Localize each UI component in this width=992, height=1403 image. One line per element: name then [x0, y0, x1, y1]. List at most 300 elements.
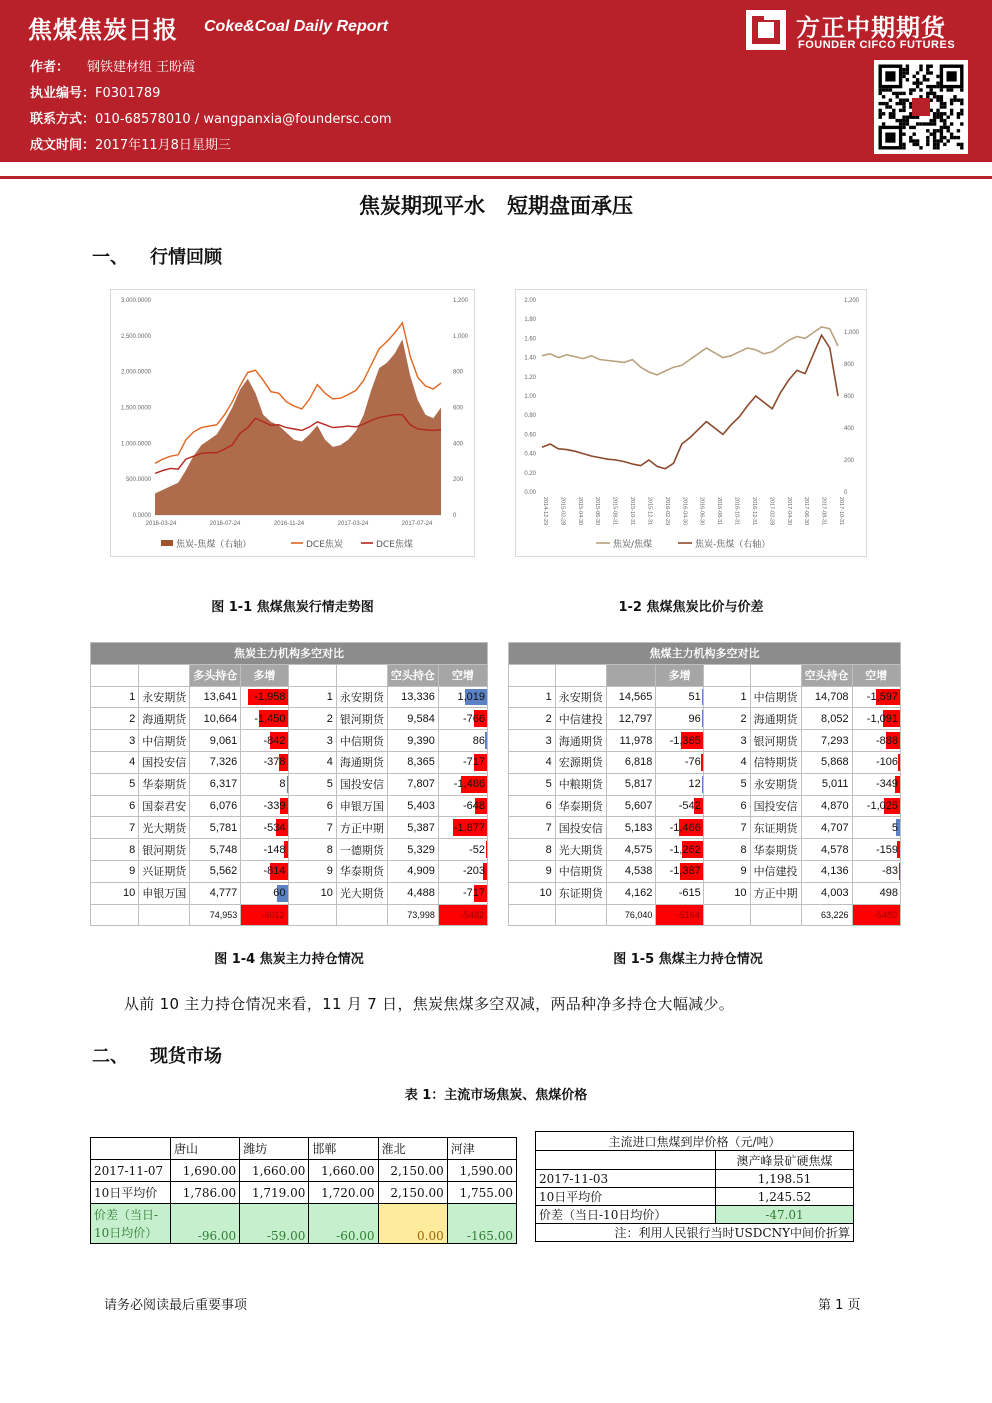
- table-row: [91, 1138, 517, 1160]
- holding-cell: 7,326: [190, 751, 241, 773]
- rank-cell: 7: [91, 817, 139, 839]
- price-cell: 1,720.00: [309, 1182, 378, 1204]
- total-cell: [750, 904, 801, 926]
- change-bar-cell: [241, 708, 288, 730]
- total-cell: [509, 904, 556, 926]
- chart-1-svg: [111, 290, 476, 558]
- table-row: [91, 1160, 517, 1182]
- change-bar-cell: [241, 686, 288, 708]
- y-left-tick-label: 1,500.0000: [120, 405, 151, 412]
- rank-cell: 7: [703, 817, 750, 839]
- change-bar-cell: [241, 860, 288, 882]
- x-tick-label: 2017-03-24: [337, 521, 369, 527]
- change-bar-cell: [438, 751, 487, 773]
- table-title: 主流进口焦煤到岸价格（元/吨）: [536, 1132, 854, 1151]
- column-header: [139, 664, 190, 686]
- table-row: [91, 882, 488, 904]
- x-tick-label: 2017-08-31: [820, 497, 827, 526]
- rank-cell: 1: [703, 686, 750, 708]
- header-cell: 淮北: [378, 1138, 447, 1160]
- column-header: 澳产峰景矿硬焦煤: [716, 1151, 854, 1170]
- price-cell: 1,690.00: [171, 1160, 240, 1182]
- holding-cell: 6,818: [606, 751, 656, 773]
- change-bar-cell: [656, 882, 703, 904]
- total-cell: [703, 904, 750, 926]
- chart-ratio-spread: [515, 289, 867, 557]
- rank-cell: 2: [703, 708, 750, 730]
- diff-cell: -60.00: [309, 1204, 378, 1244]
- change-value: -1,091: [866, 712, 898, 725]
- broker-name-cell: 申银万国: [139, 882, 190, 904]
- y-right-tick-label: 0: [453, 513, 457, 519]
- table-row: [91, 839, 488, 861]
- x-tick-label: 2016-07-24: [209, 521, 241, 527]
- change-bar-cell: [438, 795, 487, 817]
- table-row: [509, 686, 901, 708]
- total-cell: 76,040: [606, 904, 656, 926]
- change-value: -1,466: [669, 821, 701, 834]
- holding-cell: 5,329: [387, 839, 438, 861]
- change-bar-cell: [852, 751, 900, 773]
- change-bar-cell: [438, 773, 487, 795]
- total-cell: [288, 904, 336, 926]
- table-caption-1: 表 1：主流市场焦炭、焦煤价格: [404, 1088, 588, 1103]
- x-tick-label: 2015-08-31: [611, 497, 618, 526]
- table-row: [509, 730, 901, 752]
- total-change-cell: -5482: [438, 904, 487, 926]
- rank-cell: 1: [509, 686, 556, 708]
- broker-name-cell: 信特期货: [750, 751, 801, 773]
- table-total-row: [91, 904, 488, 926]
- rank-cell: 6: [509, 795, 556, 817]
- price-cell: 1,660.00: [240, 1160, 309, 1182]
- total-cell: 74,953: [190, 904, 241, 926]
- table-title: 焦炭主力机构多空对比: [91, 643, 488, 665]
- change-value: -1,385: [669, 734, 701, 747]
- column-header: 空头持仓: [801, 664, 852, 686]
- y-left-tick-label: 1.20: [524, 374, 536, 381]
- change-bar-cell: [241, 773, 288, 795]
- change-bar-cell: [852, 839, 900, 861]
- holding-cell: 13,641: [190, 686, 241, 708]
- rank-cell: 3: [509, 730, 556, 752]
- x-tick-label: 2015-02-28: [559, 497, 566, 526]
- change-value: -1,958: [254, 690, 286, 703]
- rank-cell: 4: [288, 751, 336, 773]
- change-value: -542: [678, 799, 701, 812]
- report-title-en: Coke&Coal Daily Report: [204, 18, 389, 35]
- y-right-tick-label: 1,000: [453, 333, 469, 340]
- qr-center-logo: [912, 98, 930, 116]
- change-value: 498: [879, 887, 898, 900]
- change-bar-cell: [852, 730, 900, 752]
- change-value: -76: [684, 756, 701, 769]
- analysis-paragraph: 从前 10 主力持仓情况来看，11 月 7 日，焦炭焦煤多空双减，两品种净多持仓大幅减少。: [124, 995, 735, 1013]
- x-tick-label: 2015-04-30: [576, 497, 583, 526]
- broker-name-cell: 海通期货: [555, 730, 606, 752]
- x-tick-label: 2017-07-24: [401, 521, 433, 527]
- series-area-spread: [155, 339, 441, 515]
- total-change-cell: -5480: [852, 904, 900, 926]
- price-cell: 1,755.00: [447, 1182, 516, 1204]
- change-value: -1,486: [453, 778, 485, 791]
- date-line: 成文时间：2017年11月8日星期三: [30, 138, 231, 153]
- change-bar-cell: [656, 839, 703, 861]
- holding-cell: 5,748: [190, 839, 241, 861]
- change-bar-cell: [656, 773, 703, 795]
- table-row: [509, 882, 901, 904]
- table-row: [509, 708, 901, 730]
- broker-name-cell: 申银万国: [336, 795, 387, 817]
- table-row: [536, 1132, 854, 1151]
- footer-disclaimer: 请务必阅读最后重要事项: [104, 1298, 248, 1313]
- table-title: 焦煤主力机构多空对比: [509, 643, 901, 665]
- change-bar-cell: [241, 751, 288, 773]
- broker-name-cell: 国投安信: [139, 751, 190, 773]
- rank-cell: 10: [703, 882, 750, 904]
- rank-cell: 5: [288, 773, 336, 795]
- rank-cell: 4: [509, 751, 556, 773]
- broker-name-cell: 国投安信: [336, 773, 387, 795]
- y-right-tick-label: 800: [844, 362, 855, 368]
- x-tick-label: 2016-02-29: [663, 497, 670, 526]
- holding-cell: 4,777: [190, 882, 241, 904]
- document-title: 焦炭期现平水 短期盘面承压: [359, 194, 633, 218]
- founder-logo-icon: [744, 8, 788, 52]
- rank-cell: 2: [288, 708, 336, 730]
- change-bar-cell: [852, 882, 900, 904]
- change-value: 60: [273, 887, 286, 900]
- legend-swatch: [161, 540, 173, 546]
- column-header: [606, 664, 656, 686]
- price-cell: 1,245.52: [716, 1188, 854, 1206]
- y-right-tick-label: 1,000: [844, 330, 860, 336]
- rank-cell: 6: [91, 795, 139, 817]
- rank-cell: 10: [91, 882, 139, 904]
- rank-cell: 3: [91, 730, 139, 752]
- section-heading-2: 二、 现货市场: [92, 1046, 222, 1067]
- total-cell: [555, 904, 606, 926]
- broker-name-cell: 海通期货: [336, 751, 387, 773]
- column-header: [288, 664, 336, 686]
- change-value: -339: [263, 799, 286, 812]
- broker-name-cell: 中信期货: [750, 686, 801, 708]
- x-tick-label: 2016-04-30: [681, 497, 688, 526]
- rank-cell: 1: [91, 686, 139, 708]
- change-value: -842: [263, 734, 286, 747]
- change-value: -83: [882, 865, 898, 878]
- y-right-tick-label: 0: [844, 490, 848, 496]
- y-left-tick-label: 2.00: [524, 298, 536, 304]
- x-tick-label: 2015-10-31: [629, 497, 636, 526]
- y-left-tick-label: 0.60: [524, 432, 536, 439]
- rank-cell: 1: [288, 686, 336, 708]
- holding-cell: 6,317: [190, 773, 241, 795]
- diff-cell: -165.00: [447, 1204, 516, 1244]
- report-header: [0, 0, 992, 162]
- holding-cell: 4,909: [387, 860, 438, 882]
- y-left-tick-label: 1.40: [524, 355, 536, 362]
- broker-name-cell: 华泰期货: [139, 773, 190, 795]
- change-bar-cell: [852, 708, 900, 730]
- broker-name-cell: 宏源期货: [555, 751, 606, 773]
- x-tick-label: 2017-10-31: [838, 497, 844, 526]
- rank-cell: 7: [509, 817, 556, 839]
- y-right-tick-label: 800: [453, 369, 464, 376]
- holding-cell: 7,807: [387, 773, 438, 795]
- holding-cell: 14,565: [606, 686, 656, 708]
- row-label: 价差（当日- 10日均价）: [91, 1204, 171, 1244]
- broker-name-cell: 中信建投: [750, 860, 801, 882]
- broker-name-cell: 永安期货: [555, 686, 606, 708]
- holding-cell: 11,978: [606, 730, 656, 752]
- price-cell: 1,198.51: [716, 1170, 854, 1188]
- change-bar-cell: [438, 860, 487, 882]
- diff-cell: 0.00: [378, 1204, 447, 1244]
- row-label: 10日平均价: [91, 1182, 171, 1204]
- diff-cell: -59.00: [240, 1204, 309, 1244]
- y-left-tick-label: 2,500.0000: [120, 333, 151, 340]
- broker-name-cell: 中信期货: [555, 860, 606, 882]
- company-logo: [744, 6, 974, 56]
- total-change-cell: -5164: [656, 904, 703, 926]
- y-right-tick-label: 1,200: [844, 298, 860, 304]
- change-value: -106: [875, 756, 898, 769]
- table-row: [509, 860, 901, 882]
- holding-cell: 6,076: [190, 795, 241, 817]
- rank-cell: 10: [509, 882, 556, 904]
- rank-cell: 9: [703, 860, 750, 882]
- broker-name-cell: 一德期货: [336, 839, 387, 861]
- x-tick-label: 2015-12-31: [646, 497, 653, 526]
- qr-code-icon: [874, 60, 968, 154]
- change-bar-cell: [241, 730, 288, 752]
- broker-name-cell: 中信期货: [336, 730, 387, 752]
- change-bar-cell: [656, 795, 703, 817]
- figure-caption-1-4: 图 1-4 焦炭主力持仓情况: [214, 952, 364, 967]
- holding-cell: 8,052: [801, 708, 852, 730]
- broker-name-cell: 永安期货: [139, 686, 190, 708]
- y-right-tick-label: 600: [453, 405, 464, 412]
- column-header: 空头持仓: [387, 664, 438, 686]
- change-bar-cell: [852, 860, 900, 882]
- legend-label: 焦炭-焦煤（右轴）: [176, 540, 252, 550]
- change-bar-cell: [852, 773, 900, 795]
- rank-cell: 8: [509, 839, 556, 861]
- change-value: -378: [263, 756, 286, 769]
- rank-cell: 5: [703, 773, 750, 795]
- broker-name-cell: 银河期货: [139, 839, 190, 861]
- table-row: [91, 686, 488, 708]
- broker-name-cell: 海通期货: [139, 708, 190, 730]
- change-bar-cell: [438, 882, 487, 904]
- x-tick-label: 2016-12-31: [750, 497, 757, 526]
- column-header: [750, 664, 801, 686]
- price-cell: 1,786.00: [171, 1182, 240, 1204]
- column-header: [91, 664, 139, 686]
- holding-cell: 10,664: [190, 708, 241, 730]
- table-row: [91, 751, 488, 773]
- table-row: [91, 1182, 517, 1204]
- change-bar-cell: [656, 730, 703, 752]
- change-bar-cell: [656, 860, 703, 882]
- x-tick-label: 2015-06-30: [594, 497, 601, 526]
- change-value: 51: [688, 690, 701, 703]
- report-title-cn: 焦煤焦炭日报: [28, 16, 178, 44]
- y-left-tick-label: 1.80: [524, 317, 536, 324]
- table-header-row: [91, 664, 488, 686]
- y-left-tick-label: 0.80: [524, 413, 536, 420]
- y-left-tick-label: 0.00: [524, 490, 536, 496]
- coke-position-table: [90, 642, 488, 926]
- holding-cell: 9,390: [387, 730, 438, 752]
- rank-cell: 5: [509, 773, 556, 795]
- change-value: 96: [688, 712, 701, 725]
- change-value: -148: [263, 843, 286, 856]
- logo-text-en: FOUNDER CIFCO FUTURES: [798, 39, 956, 51]
- broker-name-cell: 国投安信: [750, 795, 801, 817]
- qr-code: [874, 60, 968, 154]
- holding-cell: 4,575: [606, 839, 656, 861]
- y-left-tick-label: 3,000.0000: [120, 298, 151, 304]
- y-right-tick-label: 600: [844, 394, 855, 400]
- change-value: 8: [279, 778, 286, 791]
- broker-name-cell: 国泰君安: [139, 795, 190, 817]
- total-cell: 73,998: [387, 904, 438, 926]
- x-tick-label: 2016-06-30: [698, 497, 705, 526]
- table-row: [91, 773, 488, 795]
- change-bar-cell: [438, 817, 487, 839]
- broker-name-cell: 方正中期: [750, 882, 801, 904]
- total-cell: [139, 904, 190, 926]
- column-header: [509, 664, 556, 686]
- column-header: 多头持仓: [190, 664, 241, 686]
- row-label: 2017-11-07: [91, 1160, 171, 1182]
- change-bar-cell: [852, 817, 900, 839]
- author-line: 作者： 钢铁建材组 王盼霞: [30, 60, 196, 75]
- change-bar-cell: [656, 817, 703, 839]
- column-header: 多增: [656, 664, 703, 686]
- rank-cell: 2: [91, 708, 139, 730]
- change-value: 5: [891, 821, 898, 834]
- broker-name-cell: 中信建投: [555, 708, 606, 730]
- table-row: [536, 1188, 854, 1206]
- chart-2-svg: [516, 290, 868, 558]
- change-bar-cell: [241, 882, 288, 904]
- change-bar-cell: [852, 686, 900, 708]
- header-cell: 河津: [447, 1138, 516, 1160]
- x-tick-label: 2016-03-24: [145, 521, 177, 527]
- change-value: -159: [875, 843, 898, 856]
- y-right-tick-label: 400: [844, 426, 855, 432]
- table-row: [536, 1151, 854, 1170]
- series-line-ratio: [542, 327, 838, 375]
- x-tick-label: 2016-11-24: [273, 521, 305, 527]
- row-label: 10日平均价: [536, 1188, 716, 1206]
- change-bar-cell: [656, 751, 703, 773]
- header-cell: 唐山: [171, 1138, 240, 1160]
- column-header: 空增: [852, 664, 900, 686]
- broker-name-cell: 银河期货: [750, 730, 801, 752]
- change-bar-cell: [241, 839, 288, 861]
- x-tick-label: 2017-02-28: [768, 497, 775, 526]
- holding-cell: 9,584: [387, 708, 438, 730]
- x-tick-label: 2017-04-30: [785, 497, 792, 526]
- change-value: -888: [875, 734, 898, 747]
- x-tick-label: 2014-12-29: [542, 497, 548, 526]
- change-value: -717: [462, 887, 485, 900]
- change-value: -717: [462, 756, 485, 769]
- holding-cell: 9,061: [190, 730, 241, 752]
- column-header: [336, 664, 387, 686]
- legend-label: 焦炭-焦煤（右轴）: [695, 540, 771, 550]
- column-header: [555, 664, 606, 686]
- contact-line: 联系方式：010-68578010 / wangpanxia@foundersc.com: [30, 112, 392, 127]
- change-value: 12: [688, 778, 701, 791]
- change-value: -1,262: [669, 843, 701, 856]
- row-label: 2017-11-03: [536, 1170, 716, 1188]
- rank-cell: 8: [91, 839, 139, 861]
- broker-name-cell: 光大期货: [336, 882, 387, 904]
- rank-cell: 3: [703, 730, 750, 752]
- rank-cell: 4: [703, 751, 750, 773]
- chart-coke-coal-trend: [110, 289, 475, 557]
- diff-cell: -96.00: [171, 1204, 240, 1244]
- change-value: -349: [875, 778, 898, 791]
- holding-cell: 5,403: [387, 795, 438, 817]
- holding-cell: 5,607: [606, 795, 656, 817]
- price-cell: 2,150.00: [378, 1160, 447, 1182]
- header-rule: [0, 176, 992, 179]
- broker-name-cell: 兴证期货: [139, 860, 190, 882]
- change-bar-cell: [852, 795, 900, 817]
- footer-page-number: 第 1 页: [818, 1298, 861, 1313]
- change-bar-cell: [241, 817, 288, 839]
- price-cell: 1,660.00: [309, 1160, 378, 1182]
- change-value: -1,450: [254, 712, 286, 725]
- y-right-tick-label: 200: [844, 458, 855, 464]
- table-row: [91, 730, 488, 752]
- change-value: 1,019: [457, 690, 485, 703]
- total-cell: [91, 904, 139, 926]
- holding-cell: 12,797: [606, 708, 656, 730]
- holding-cell: 8,365: [387, 751, 438, 773]
- table-row: [509, 773, 901, 795]
- table-total-row: [509, 904, 901, 926]
- broker-name-cell: 华泰期货: [750, 839, 801, 861]
- change-bar-cell: [438, 708, 487, 730]
- row-label: 价差（当日-10日均价）: [536, 1206, 716, 1224]
- table-row: [509, 795, 901, 817]
- broker-name-cell: 东证期货: [750, 817, 801, 839]
- table-note: 注：利用人民银行当时USDCNY中间价折算: [536, 1224, 854, 1242]
- y-left-tick-label: 500.0000: [125, 477, 151, 484]
- holding-cell: 14,708: [801, 686, 852, 708]
- change-bar-cell: [438, 686, 487, 708]
- rank-cell: 2: [509, 708, 556, 730]
- broker-name-cell: 华泰期货: [336, 860, 387, 882]
- holding-cell: 4,136: [801, 860, 852, 882]
- change-value: -1,025: [866, 799, 898, 812]
- change-value: -203: [462, 865, 485, 878]
- change-value: -1,877: [453, 821, 485, 834]
- holding-cell: 5,387: [387, 817, 438, 839]
- figure-caption-1-1: 图 1-1 焦煤焦炭行情走势图: [211, 600, 374, 615]
- holding-cell: 13,336: [387, 686, 438, 708]
- y-left-tick-label: 1.00: [524, 394, 536, 400]
- y-right-tick-label: 1,200: [453, 298, 469, 304]
- table-row: [509, 817, 901, 839]
